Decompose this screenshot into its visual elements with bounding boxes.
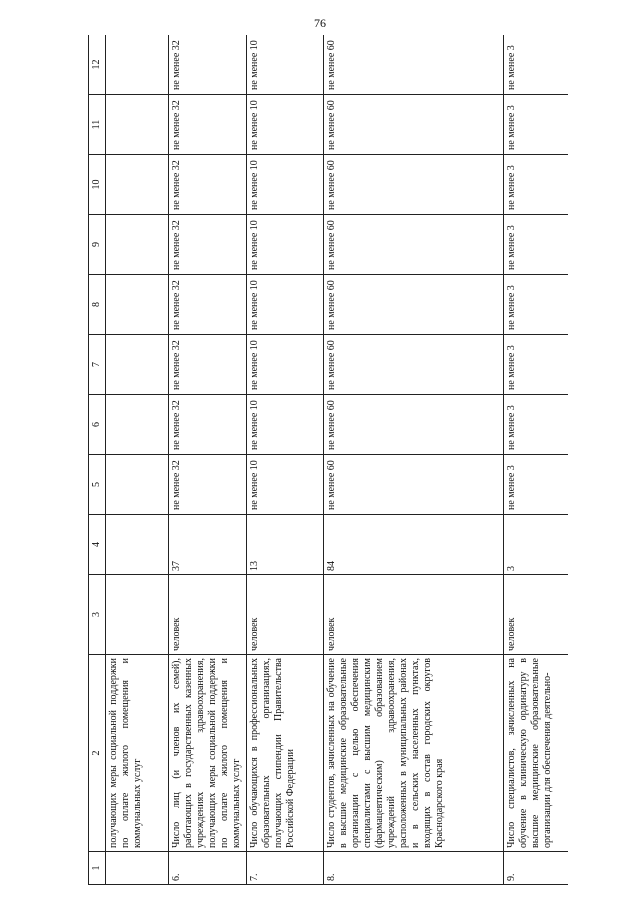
header-cell: 10: [89, 155, 106, 215]
value-cell: не менее 32: [169, 335, 247, 395]
header-cell: 9: [89, 215, 106, 275]
value-cell: не менее 3: [504, 35, 569, 95]
base-value-cell: 37: [169, 515, 247, 575]
row-number-cell: 8.: [324, 852, 504, 885]
header-cell: 7: [89, 335, 106, 395]
value-cell: не менее 10: [247, 275, 324, 335]
row-number-cell: 6.: [169, 852, 247, 885]
unit-cell: человек: [169, 575, 247, 655]
unit-cell: человек: [504, 575, 569, 655]
table-row: [324, 35, 504, 885]
value-cell: не менее 3: [504, 95, 569, 155]
value-cell: не менее 3: [504, 395, 569, 455]
indicator-name-cell: Число студентов, зачисленных на обучение в высшие медицинские образовательные организации с целью обеспечения специалистами с высшим медицинским (фармацевтическим) образованием учреждений здравоохранения, расположенных в муниципальных районах и в сельских населенных пунктах, входящих в состав городских округов Краснодарского края: [324, 655, 504, 852]
header-cell: 11: [89, 95, 106, 155]
value-cell: не менее 3: [504, 155, 569, 215]
row-number-cell: [106, 852, 169, 885]
value-cell: [106, 35, 169, 95]
row-number-cell: 9.: [504, 852, 569, 885]
value-cell: не менее 10: [247, 215, 324, 275]
value-cell: не менее 3: [504, 455, 569, 515]
value-cell: [106, 215, 169, 275]
indicator-name-cell: Число специалистов, зачисленных на обучение в клиническую ординатуру в высшие медицинские образовательные организации для обеспечения деятельно-: [504, 655, 569, 852]
header-cell: 6: [89, 395, 106, 455]
unit-cell: человек: [247, 575, 324, 655]
table-container: [88, 35, 568, 885]
value-cell: не менее 10: [247, 95, 324, 155]
table-row: [504, 35, 569, 885]
value-cell: не менее 60: [324, 35, 504, 95]
row-number-cell: 7.: [247, 852, 324, 885]
rotated-table-frame: [88, 35, 568, 885]
indicator-name-cell: Число обучающихся в профессиональных образовательных организациях, получающих стипендии Правительства Российской Федерации: [247, 655, 324, 852]
base-value-cell: 13: [247, 515, 324, 575]
indicators-table: [88, 35, 568, 885]
value-cell: не менее 32: [169, 95, 247, 155]
value-cell: не менее 10: [247, 155, 324, 215]
header-cell: 1: [89, 852, 106, 885]
value-cell: не менее 60: [324, 395, 504, 455]
header-cell: 8: [89, 275, 106, 335]
value-cell: [106, 275, 169, 335]
value-cell: не менее 10: [247, 395, 324, 455]
value-cell: не менее 60: [324, 275, 504, 335]
header-cell: 12: [89, 35, 106, 95]
table-row: [169, 35, 247, 885]
value-cell: не менее 10: [247, 35, 324, 95]
header-cell: 3: [89, 575, 106, 655]
value-cell: не менее 32: [169, 155, 247, 215]
value-cell: не менее 3: [504, 275, 569, 335]
page-number: 76: [314, 16, 326, 30]
value-cell: не менее 32: [169, 395, 247, 455]
header-cell: 2: [89, 655, 106, 852]
base-value-cell: 3: [504, 515, 569, 575]
header-cell: 5: [89, 455, 106, 515]
value-cell: не менее 3: [504, 215, 569, 275]
header-cell: 4: [89, 515, 106, 575]
value-cell: не менее 32: [169, 35, 247, 95]
header-row: [89, 35, 106, 885]
value-cell: не менее 32: [169, 275, 247, 335]
base-value-cell: 84: [324, 515, 504, 575]
value-cell: не менее 60: [324, 335, 504, 395]
value-cell: не менее 32: [169, 215, 247, 275]
table-row-continuation: [106, 35, 169, 885]
value-cell: не менее 60: [324, 155, 504, 215]
value-cell: [106, 95, 169, 155]
value-cell: не менее 32: [169, 455, 247, 515]
value-cell: не менее 60: [324, 95, 504, 155]
table-row: [247, 35, 324, 885]
base-value-cell: [106, 515, 169, 575]
value-cell: не менее 60: [324, 455, 504, 515]
indicator-name-cell: получающих меры социальной поддержки по оплате жилого помещения и коммунальных услуг: [106, 655, 169, 852]
value-cell: [106, 455, 169, 515]
unit-cell: человек: [324, 575, 504, 655]
value-cell: не менее 60: [324, 215, 504, 275]
indicator-name-cell: Число лиц (и членов их семей), работающих в государственных казенных учреждениях здравоохранения, получающих меры социальной поддержки по оплате жилого помещения и коммунальных услуг: [169, 655, 247, 852]
unit-cell: [106, 575, 169, 655]
value-cell: [106, 335, 169, 395]
value-cell: не менее 3: [504, 335, 569, 395]
value-cell: не менее 10: [247, 335, 324, 395]
value-cell: не менее 10: [247, 455, 324, 515]
value-cell: [106, 155, 169, 215]
value-cell: [106, 395, 169, 455]
